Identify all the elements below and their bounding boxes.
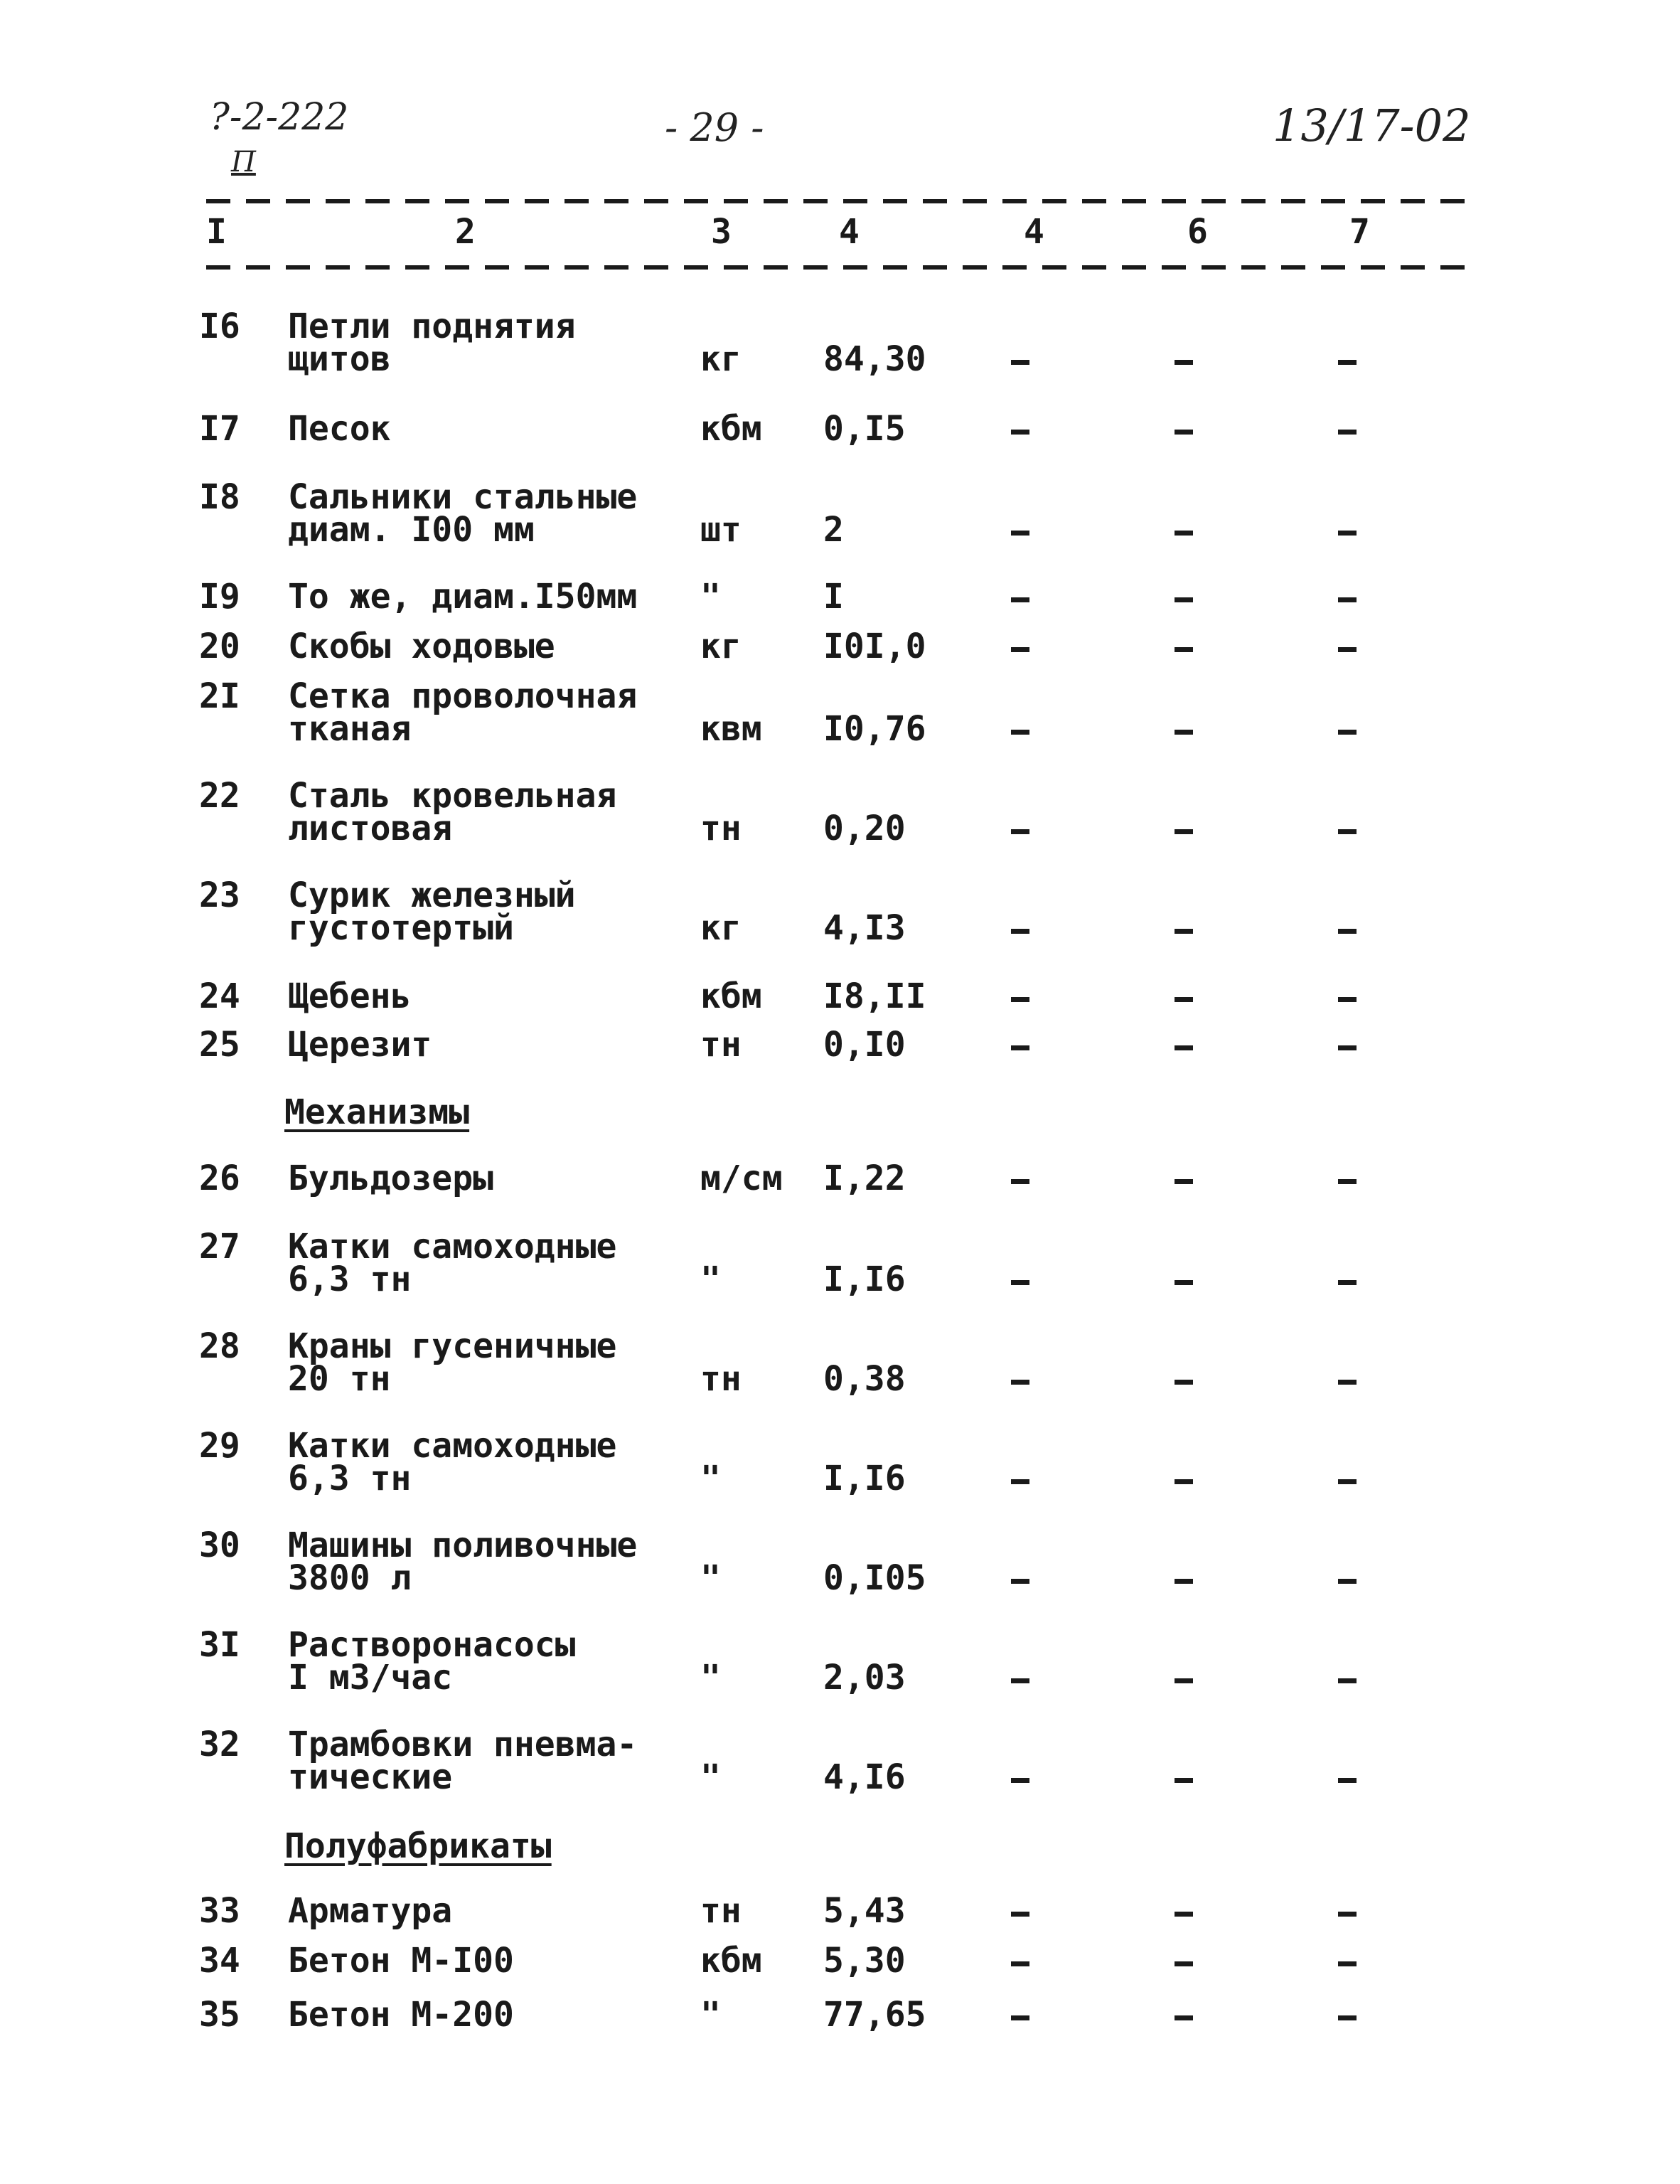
row-col5-dash <box>1011 829 1029 834</box>
row-name: То же, диам.I50мм <box>288 577 638 617</box>
row-quantity: 4,I6 <box>823 1757 906 1797</box>
row-col6-dash <box>1175 531 1193 536</box>
row-col7-dash <box>1338 1579 1357 1584</box>
row-number: I9 <box>199 577 240 617</box>
row-col5-dash <box>1011 1045 1029 1050</box>
row-col7-dash <box>1338 730 1357 735</box>
row-col6-dash <box>1175 597 1193 602</box>
section-heading-semi-products: Полуфабрикаты <box>284 1826 552 1866</box>
row-col6-dash <box>1175 1912 1193 1917</box>
document-mark: П <box>231 146 256 179</box>
row-number: I7 <box>199 409 240 449</box>
document-code: ?-2-222 <box>210 96 349 139</box>
row-name: Сальники стальные диам. I00 мм <box>288 477 638 550</box>
column-header-3: 3 <box>711 212 732 252</box>
row-col5-dash <box>1011 730 1029 735</box>
row-unit: " <box>700 1259 721 1299</box>
row-col6-dash <box>1175 1179 1193 1184</box>
row-unit: кбм <box>700 976 762 1016</box>
row-col6-dash <box>1175 1961 1193 1966</box>
row-col6-dash <box>1175 1678 1193 1683</box>
row-number: 27 <box>199 1227 240 1267</box>
row-col7-dash <box>1338 1912 1357 1917</box>
row-col6-dash <box>1175 1045 1193 1050</box>
row-number: I6 <box>199 307 240 346</box>
row-col6-dash <box>1175 929 1193 934</box>
row-unit: кбм <box>700 409 762 449</box>
row-col5-dash <box>1011 531 1029 536</box>
row-col7-dash <box>1338 531 1357 536</box>
row-name: Сурик железный густотертый <box>288 875 576 948</box>
row-name: Катки самоходные 6,3 тн <box>288 1426 617 1498</box>
row-number: 25 <box>199 1025 240 1065</box>
row-col5-dash <box>1011 1579 1029 1584</box>
row-col5-dash <box>1011 1179 1029 1184</box>
row-unit: " <box>700 577 721 617</box>
row-number: 34 <box>199 1941 240 1981</box>
row-quantity: 0,I5 <box>823 409 906 449</box>
row-unit: " <box>700 1658 721 1698</box>
row-quantity: 0,I0 <box>823 1025 906 1065</box>
row-col7-dash <box>1338 597 1357 602</box>
row-number: 3I <box>199 1625 240 1665</box>
row-quantity: 4,I3 <box>823 908 906 948</box>
row-col7-dash <box>1338 1045 1357 1050</box>
row-quantity: 5,43 <box>823 1891 906 1931</box>
row-col5-dash <box>1011 1778 1029 1783</box>
row-col7-dash <box>1338 1778 1357 1783</box>
row-unit: кг <box>700 339 742 379</box>
column-header-4: 4 <box>839 212 860 252</box>
row-col6-dash <box>1175 997 1193 1002</box>
row-quantity: I <box>823 577 844 617</box>
row-quantity: 5,30 <box>823 1941 906 1981</box>
row-unit: тн <box>700 809 742 848</box>
row-quantity: I8,II <box>823 976 926 1016</box>
row-col7-dash <box>1338 1479 1357 1484</box>
row-quantity: 0,38 <box>823 1359 906 1399</box>
row-quantity: I,22 <box>823 1158 906 1198</box>
row-quantity: I0I,0 <box>823 627 926 666</box>
row-col5-dash <box>1011 1678 1029 1683</box>
row-unit: " <box>700 1558 721 1598</box>
row-name: Сетка проволочная тканая <box>288 676 638 749</box>
row-col7-dash <box>1338 829 1357 834</box>
column-header-1: I <box>206 212 227 252</box>
section-heading-mechanisms: Механизмы <box>284 1092 470 1132</box>
row-col7-dash <box>1338 1678 1357 1683</box>
row-col5-dash <box>1011 1280 1029 1285</box>
row-unit: тн <box>700 1025 742 1065</box>
table-rule-top <box>206 199 1465 203</box>
row-col6-dash <box>1175 730 1193 735</box>
row-number: 22 <box>199 776 240 816</box>
row-col6-dash <box>1175 430 1193 435</box>
row-number: 20 <box>199 627 240 666</box>
row-name: Песок <box>288 409 391 449</box>
row-quantity: 77,65 <box>823 1995 926 2035</box>
row-name: Бетон М-I00 <box>288 1941 514 1981</box>
row-number: 26 <box>199 1158 240 1198</box>
row-unit: тн <box>700 1891 742 1931</box>
table-rule-bottom <box>206 265 1465 270</box>
row-col7-dash <box>1338 430 1357 435</box>
row-col6-dash <box>1175 360 1193 365</box>
row-col5-dash <box>1011 1961 1029 1966</box>
row-unit: шт <box>700 510 742 550</box>
row-quantity: I,I6 <box>823 1259 906 1299</box>
row-quantity: 0,I05 <box>823 1558 926 1598</box>
row-col6-dash <box>1175 1579 1193 1584</box>
row-col5-dash <box>1011 597 1029 602</box>
row-col5-dash <box>1011 997 1029 1002</box>
row-unit: квм <box>700 709 762 749</box>
row-unit: " <box>700 1995 721 2035</box>
page-number: - 29 - <box>665 105 764 150</box>
row-col6-dash <box>1175 1778 1193 1783</box>
row-col6-dash <box>1175 1280 1193 1285</box>
document-number: 13/17-02 <box>1273 100 1471 151</box>
row-unit: " <box>700 1459 721 1498</box>
row-quantity: 2 <box>823 510 844 550</box>
row-col5-dash <box>1011 647 1029 652</box>
row-col5-dash <box>1011 430 1029 435</box>
row-col6-dash <box>1175 1479 1193 1484</box>
row-name: Машины поливочные 3800 л <box>288 1525 638 1598</box>
row-name: Петли поднятия щитов <box>288 307 576 379</box>
row-unit: м/см <box>700 1158 783 1198</box>
row-quantity: 84,30 <box>823 339 926 379</box>
row-name: Растворонасосы I м3/час <box>288 1625 576 1698</box>
row-col7-dash <box>1338 360 1357 365</box>
row-col7-dash <box>1338 647 1357 652</box>
row-quantity: 0,20 <box>823 809 906 848</box>
row-name: Арматура <box>288 1891 453 1931</box>
row-name: Бульдозеры <box>288 1158 493 1198</box>
row-number: 32 <box>199 1725 240 1764</box>
row-unit: тн <box>700 1359 742 1399</box>
row-quantity: 2,03 <box>823 1658 906 1698</box>
row-col5-dash <box>1011 1912 1029 1917</box>
row-name: Сталь кровельная листовая <box>288 776 617 848</box>
row-number: 30 <box>199 1525 240 1565</box>
row-number: 2I <box>199 676 240 716</box>
row-col5-dash <box>1011 1380 1029 1385</box>
column-header-5: 4 <box>1024 212 1044 252</box>
row-quantity: I0,76 <box>823 709 926 749</box>
column-header-7: 7 <box>1349 212 1370 252</box>
row-col7-dash <box>1338 1179 1357 1184</box>
row-number: 35 <box>199 1995 240 2035</box>
row-name: Щебень <box>288 976 412 1016</box>
row-col7-dash <box>1338 997 1357 1002</box>
row-name: Церезит <box>288 1025 432 1065</box>
column-header-2: 2 <box>455 212 476 252</box>
row-col7-dash <box>1338 1961 1357 1966</box>
row-number: 24 <box>199 976 240 1016</box>
row-unit: " <box>700 1757 721 1797</box>
row-unit: кг <box>700 908 742 948</box>
row-quantity: I,I6 <box>823 1459 906 1498</box>
row-col5-dash <box>1011 1479 1029 1484</box>
row-col7-dash <box>1338 1280 1357 1285</box>
row-name: Бетон М-200 <box>288 1995 514 2035</box>
row-col7-dash <box>1338 2015 1357 2020</box>
row-name: Трамбовки пневма- тические <box>288 1725 638 1797</box>
row-col5-dash <box>1011 360 1029 365</box>
row-col7-dash <box>1338 929 1357 934</box>
row-name: Краны гусеничные 20 тн <box>288 1326 617 1399</box>
row-unit: кг <box>700 627 742 666</box>
row-number: 33 <box>199 1891 240 1931</box>
column-header-6: 6 <box>1187 212 1208 252</box>
row-number: 23 <box>199 875 240 915</box>
row-name: Скобы ходовые <box>288 627 555 666</box>
row-number: 29 <box>199 1426 240 1466</box>
row-number: I8 <box>199 477 240 517</box>
row-col6-dash <box>1175 647 1193 652</box>
row-col7-dash <box>1338 1380 1357 1385</box>
row-col6-dash <box>1175 1380 1193 1385</box>
row-col5-dash <box>1011 929 1029 934</box>
row-col5-dash <box>1011 2015 1029 2020</box>
row-number: 28 <box>199 1326 240 1366</box>
row-unit: кбм <box>700 1941 762 1981</box>
row-col6-dash <box>1175 829 1193 834</box>
row-name: Катки самоходные 6,3 тн <box>288 1227 617 1299</box>
row-col6-dash <box>1175 2015 1193 2020</box>
